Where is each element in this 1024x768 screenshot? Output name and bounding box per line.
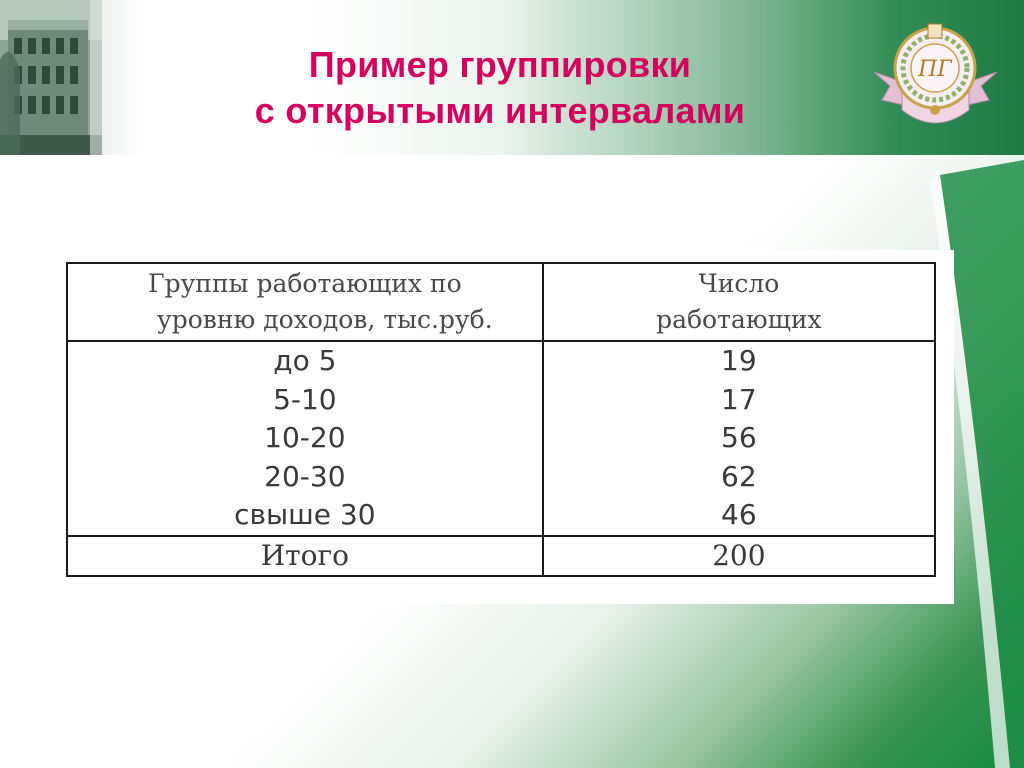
header-count-line-2: работающих [656,305,822,334]
counts-cell [543,341,935,536]
count-value: 17 [721,382,757,416]
title-line-1: Пример группировки [308,44,692,85]
count-value: 46 [721,498,757,531]
slide-title [120,42,880,134]
header-groups-line-2: уровню доходов, тыс.руб. [157,305,493,334]
grouping-table [66,262,936,577]
header-count-line-1: Число [698,269,780,298]
group-value: 5-10 [273,382,337,416]
building-photo [0,0,102,155]
svg-text:ПГ: ПГ [918,57,952,82]
header-groups-line-1: Группы работающих по [148,269,462,298]
title-line-2: с открытыми интервалами [254,90,746,131]
table-total-row [67,536,935,576]
count-value: 62 [721,459,757,493]
groups-cell [67,341,543,536]
header-count [543,263,935,341]
table-body-row [67,341,935,536]
group-value: 20-30 [264,459,346,493]
total-label: Итого [67,536,543,576]
university-emblem [868,14,1003,134]
count-value: 19 [721,344,757,377]
header-groups [67,263,543,341]
total-count: 200 [543,536,935,576]
count-value: 56 [721,421,757,454]
group-value: свыше 30 [234,498,376,531]
group-value: 10-20 [264,421,346,454]
group-value: до 5 [273,344,337,377]
table-header-row [67,263,935,341]
